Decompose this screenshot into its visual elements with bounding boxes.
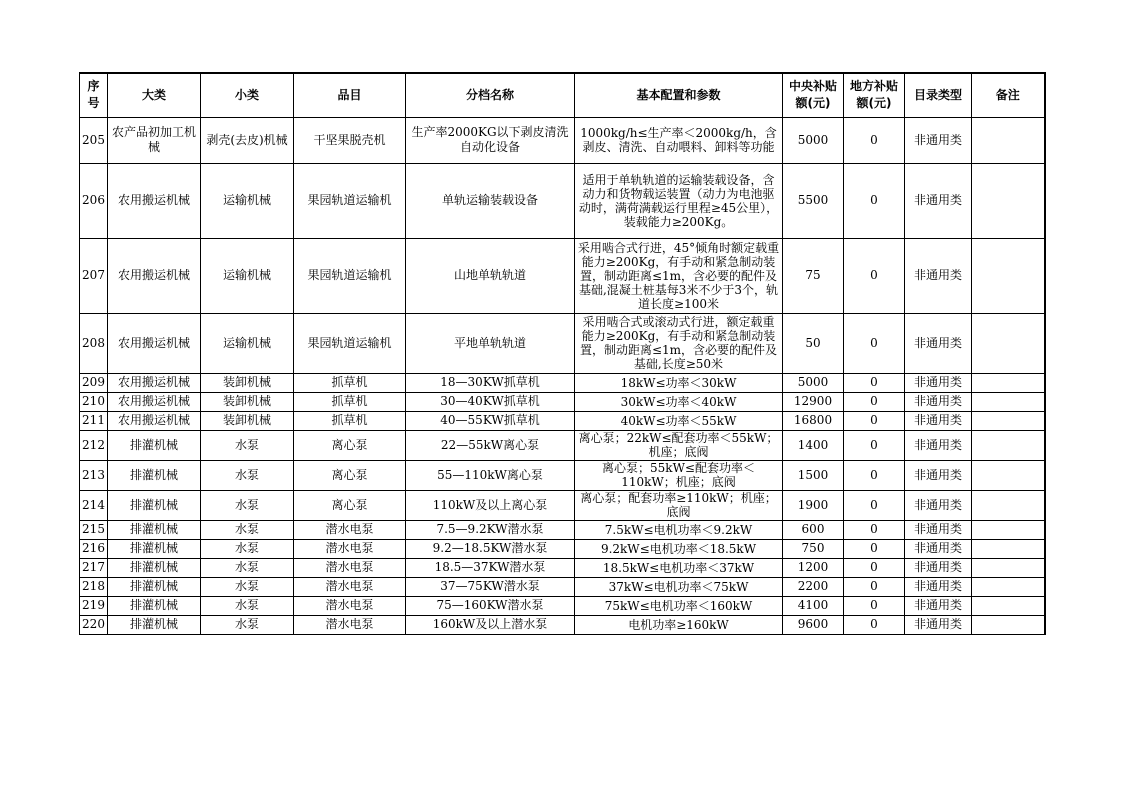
cell-local-subsidy: 0: [844, 238, 905, 313]
cell-central-subsidy: 16800: [783, 411, 844, 430]
table-row: [80, 163, 1045, 238]
cell-remarks: [972, 117, 1045, 163]
cell-grade: 40—55KW抓草机: [406, 411, 575, 430]
cell-grade: 18.5—37KW潜水泵: [406, 558, 575, 577]
cell-catalog-type: 非通用类: [905, 596, 972, 615]
table-row: [80, 117, 1045, 163]
cell-params: [575, 558, 783, 577]
cell-seq: 209: [80, 373, 108, 392]
cell-catalog-type: 非通用类: [905, 373, 972, 392]
cell-category: 排灌机械: [108, 520, 201, 539]
cell-central-subsidy: 1500: [783, 460, 844, 490]
cell-grade: 75—160KW潜水泵: [406, 596, 575, 615]
cell-seq: 211: [80, 411, 108, 430]
cell-category: 农用搬运机械: [108, 313, 201, 373]
cell-catalog-type: 非通用类: [905, 313, 972, 373]
params-text: 1000kg/h≤生产率＜2000kg/h，含剥皮、清洗、自动喂料、卸料等功能: [580, 126, 777, 154]
cell-category: 农产品初加工机械: [108, 117, 201, 163]
cell-subcategory: 水泵: [201, 558, 294, 577]
cell-central-subsidy: 1400: [783, 430, 844, 460]
params-text: 采用啮合式或滚动式行进，额定载重能力≥200Kg，有手动和紧急制动装置，制动距离≤1m，含必要的配件及基础,长度≥50米: [579, 315, 778, 371]
table-row: [80, 313, 1045, 373]
cell-remarks: [972, 520, 1045, 539]
cell-local-subsidy: 0: [844, 539, 905, 558]
cell-catalog-type: 非通用类: [905, 460, 972, 490]
cell-grade: 平地单轨轨道: [406, 313, 575, 373]
cell-item: 潜水电泵: [294, 615, 406, 634]
cell-item: 离心泵: [294, 460, 406, 490]
cell-catalog-type: 非通用类: [905, 411, 972, 430]
params-text: 电机功率≥160kW: [628, 617, 729, 632]
cell-remarks: [972, 163, 1045, 238]
cell-catalog-type: 非通用类: [905, 117, 972, 163]
cell-subcategory: 水泵: [201, 490, 294, 520]
cell-item: 抓草机: [294, 411, 406, 430]
table-row: [80, 558, 1045, 577]
cell-local-subsidy: 0: [844, 117, 905, 163]
subsidy-table: [79, 72, 1046, 635]
header-row: [80, 73, 1045, 117]
cell-category: 排灌机械: [108, 577, 201, 596]
cell-catalog-type: 非通用类: [905, 163, 972, 238]
cell-params: [575, 117, 783, 163]
cell-catalog-type: 非通用类: [905, 615, 972, 634]
table-row: [80, 577, 1045, 596]
cell-catalog-type: 非通用类: [905, 392, 972, 411]
cell-local-subsidy: 0: [844, 490, 905, 520]
cell-subcategory: 运输机械: [201, 313, 294, 373]
cell-params: [575, 596, 783, 615]
cell-local-subsidy: 0: [844, 373, 905, 392]
cell-local-subsidy: 0: [844, 596, 905, 615]
cell-seq: 213: [80, 460, 108, 490]
cell-remarks: [972, 539, 1045, 558]
cell-seq: 220: [80, 615, 108, 634]
cell-local-subsidy: 0: [844, 558, 905, 577]
cell-params: [575, 392, 783, 411]
cell-grade: 37—75KW潜水泵: [406, 577, 575, 596]
cell-central-subsidy: 600: [783, 520, 844, 539]
params-text: 适用于单轨轨道的运输装载设备，含动力和货物载运装置（动力为电池驱动时，满荷满载运行里程≥45公里），装载能力≥200Kg。: [578, 172, 779, 229]
params-text: 40kW≤功率＜55kW: [620, 413, 737, 428]
cell-subcategory: 运输机械: [201, 238, 294, 313]
cell-params: [575, 411, 783, 430]
cell-grade: 生产率2000KG以下剥皮清洗自动化设备: [406, 117, 575, 163]
params-text: 离心泵；55kW≤配套功率＜110kW；机座；底阀: [602, 461, 755, 489]
cell-seq: 215: [80, 520, 108, 539]
params-text: 9.2kW≤电机功率＜18.5kW: [600, 541, 757, 556]
cell-remarks: [972, 411, 1045, 430]
cell-central-subsidy: 5500: [783, 163, 844, 238]
cell-central-subsidy: 1900: [783, 490, 844, 520]
cell-remarks: [972, 615, 1045, 634]
cell-remarks: [972, 558, 1045, 577]
cell-grade: 山地单轨轨道: [406, 238, 575, 313]
cell-catalog-type: 非通用类: [905, 430, 972, 460]
cell-params: [575, 238, 783, 313]
cell-params: [575, 460, 783, 490]
cell-item: 潜水电泵: [294, 558, 406, 577]
cell-remarks: [972, 577, 1045, 596]
header-seq: 序号: [80, 73, 108, 117]
cell-catalog-type: 非通用类: [905, 539, 972, 558]
params-text: 75kW≤电机功率＜160kW: [604, 598, 753, 613]
cell-grade: 110kW及以上离心泵: [406, 490, 575, 520]
cell-grade: 55—110kW离心泵: [406, 460, 575, 490]
cell-grade: 18—30KW抓草机: [406, 373, 575, 392]
table-row: [80, 520, 1045, 539]
table-row: [80, 490, 1045, 520]
params-text: 7.5kW≤电机功率＜9.2kW: [604, 522, 753, 537]
cell-seq: 216: [80, 539, 108, 558]
cell-grade: 22—55kW离心泵: [406, 430, 575, 460]
cell-local-subsidy: 0: [844, 520, 905, 539]
header-item: 品目: [294, 73, 406, 117]
cell-params: [575, 373, 783, 392]
cell-local-subsidy: 0: [844, 430, 905, 460]
cell-item: 离心泵: [294, 430, 406, 460]
cell-catalog-type: 非通用类: [905, 577, 972, 596]
cell-item: 潜水电泵: [294, 577, 406, 596]
params-text: 采用啮合式行进，45°倾角时额定载重能力≥200Kg，有手动和紧急制动装置，制动距离≤1m，含必要的配件及基础,混凝土桩基每3米不少于3个，轨道长度≥100米: [577, 240, 780, 311]
table-row: [80, 430, 1045, 460]
params-text: 离心泵；配套功率≥110kW；机座；底阀: [580, 491, 777, 519]
cell-local-subsidy: 0: [844, 615, 905, 634]
cell-grade: 30—40KW抓草机: [406, 392, 575, 411]
cell-local-subsidy: 0: [844, 460, 905, 490]
cell-subcategory: 装卸机械: [201, 411, 294, 430]
cell-catalog-type: 非通用类: [905, 558, 972, 577]
table-row: [80, 373, 1045, 392]
table-row: [80, 539, 1045, 558]
cell-seq: 210: [80, 392, 108, 411]
cell-item: 干坚果脱壳机: [294, 117, 406, 163]
cell-category: 排灌机械: [108, 558, 201, 577]
cell-local-subsidy: 0: [844, 163, 905, 238]
cell-params: [575, 163, 783, 238]
cell-subcategory: 水泵: [201, 430, 294, 460]
cell-central-subsidy: 2200: [783, 577, 844, 596]
header-central-subsidy: 中央补贴额(元): [783, 73, 844, 117]
cell-subcategory: 装卸机械: [201, 373, 294, 392]
cell-item: 果园轨道运输机: [294, 313, 406, 373]
cell-central-subsidy: 750: [783, 539, 844, 558]
cell-category: 排灌机械: [108, 596, 201, 615]
cell-grade: 9.2—18.5KW潜水泵: [406, 539, 575, 558]
cell-params: [575, 520, 783, 539]
header-grade: 分档名称: [406, 73, 575, 117]
cell-category: 排灌机械: [108, 430, 201, 460]
cell-local-subsidy: 0: [844, 577, 905, 596]
cell-item: 潜水电泵: [294, 539, 406, 558]
cell-category: 排灌机械: [108, 490, 201, 520]
cell-seq: 214: [80, 490, 108, 520]
cell-seq: 218: [80, 577, 108, 596]
params-text: 离心泵；22kW≤配套功率＜55kW；机座；底阀: [578, 431, 779, 459]
cell-grade: 160kW及以上潜水泵: [406, 615, 575, 634]
cell-item: 抓草机: [294, 392, 406, 411]
cell-seq: 217: [80, 558, 108, 577]
cell-params: [575, 430, 783, 460]
cell-remarks: [972, 238, 1045, 313]
cell-local-subsidy: 0: [844, 411, 905, 430]
cell-seq: 206: [80, 163, 108, 238]
params-text: 30kW≤功率＜40kW: [620, 394, 737, 409]
header-subcategory: 小类: [201, 73, 294, 117]
cell-central-subsidy: 4100: [783, 596, 844, 615]
cell-item: 潜水电泵: [294, 520, 406, 539]
cell-subcategory: 水泵: [201, 539, 294, 558]
cell-category: 农用搬运机械: [108, 238, 201, 313]
cell-subcategory: 水泵: [201, 596, 294, 615]
table-row: [80, 460, 1045, 490]
cell-central-subsidy: 75: [783, 238, 844, 313]
header-remarks: 备注: [972, 73, 1045, 117]
cell-params: [575, 577, 783, 596]
cell-seq: 205: [80, 117, 108, 163]
header-catalog-type: 目录类型: [905, 73, 972, 117]
header-category: 大类: [108, 73, 201, 117]
params-text: 18kW≤功率＜30kW: [620, 375, 737, 390]
params-text: 37kW≤电机功率＜75kW: [608, 579, 749, 594]
cell-remarks: [972, 392, 1045, 411]
cell-remarks: [972, 313, 1045, 373]
cell-category: 排灌机械: [108, 460, 201, 490]
cell-category: 农用搬运机械: [108, 163, 201, 238]
cell-catalog-type: 非通用类: [905, 238, 972, 313]
cell-remarks: [972, 490, 1045, 520]
cell-remarks: [972, 373, 1045, 392]
cell-item: 果园轨道运输机: [294, 163, 406, 238]
cell-subcategory: 装卸机械: [201, 392, 294, 411]
cell-subcategory: 水泵: [201, 520, 294, 539]
cell-subcategory: 水泵: [201, 577, 294, 596]
cell-category: 农用搬运机械: [108, 392, 201, 411]
cell-subcategory: 水泵: [201, 460, 294, 490]
cell-category: 农用搬运机械: [108, 411, 201, 430]
cell-central-subsidy: 12900: [783, 392, 844, 411]
table-row: [80, 411, 1045, 430]
cell-category: 排灌机械: [108, 615, 201, 634]
header-local-subsidy: 地方补贴额(元): [844, 73, 905, 117]
header-params: 基本配置和参数: [575, 73, 783, 117]
cell-category: 排灌机械: [108, 539, 201, 558]
cell-seq: 208: [80, 313, 108, 373]
cell-central-subsidy: 9600: [783, 615, 844, 634]
table-row: [80, 238, 1045, 313]
cell-category: 农用搬运机械: [108, 373, 201, 392]
cell-remarks: [972, 430, 1045, 460]
cell-subcategory: 剥壳(去皮)机械: [201, 117, 294, 163]
cell-seq: 212: [80, 430, 108, 460]
cell-local-subsidy: 0: [844, 313, 905, 373]
cell-seq: 207: [80, 238, 108, 313]
cell-grade: 7.5—9.2KW潜水泵: [406, 520, 575, 539]
cell-params: [575, 539, 783, 558]
cell-central-subsidy: 1200: [783, 558, 844, 577]
cell-local-subsidy: 0: [844, 392, 905, 411]
cell-subcategory: 运输机械: [201, 163, 294, 238]
cell-params: [575, 313, 783, 373]
cell-item: 果园轨道运输机: [294, 238, 406, 313]
table-row: [80, 392, 1045, 411]
cell-seq: 219: [80, 596, 108, 615]
cell-catalog-type: 非通用类: [905, 520, 972, 539]
cell-central-subsidy: 50: [783, 313, 844, 373]
cell-item: 离心泵: [294, 490, 406, 520]
cell-central-subsidy: 5000: [783, 117, 844, 163]
cell-subcategory: 水泵: [201, 615, 294, 634]
cell-item: 抓草机: [294, 373, 406, 392]
table-row: [80, 596, 1045, 615]
cell-central-subsidy: 5000: [783, 373, 844, 392]
cell-catalog-type: 非通用类: [905, 490, 972, 520]
params-text: 18.5kW≤电机功率＜37kW: [602, 560, 755, 575]
cell-remarks: [972, 460, 1045, 490]
cell-item: 潜水电泵: [294, 596, 406, 615]
table-row: [80, 615, 1045, 634]
cell-remarks: [972, 596, 1045, 615]
cell-params: [575, 490, 783, 520]
cell-grade: 单轨运输装载设备: [406, 163, 575, 238]
cell-params: [575, 615, 783, 634]
